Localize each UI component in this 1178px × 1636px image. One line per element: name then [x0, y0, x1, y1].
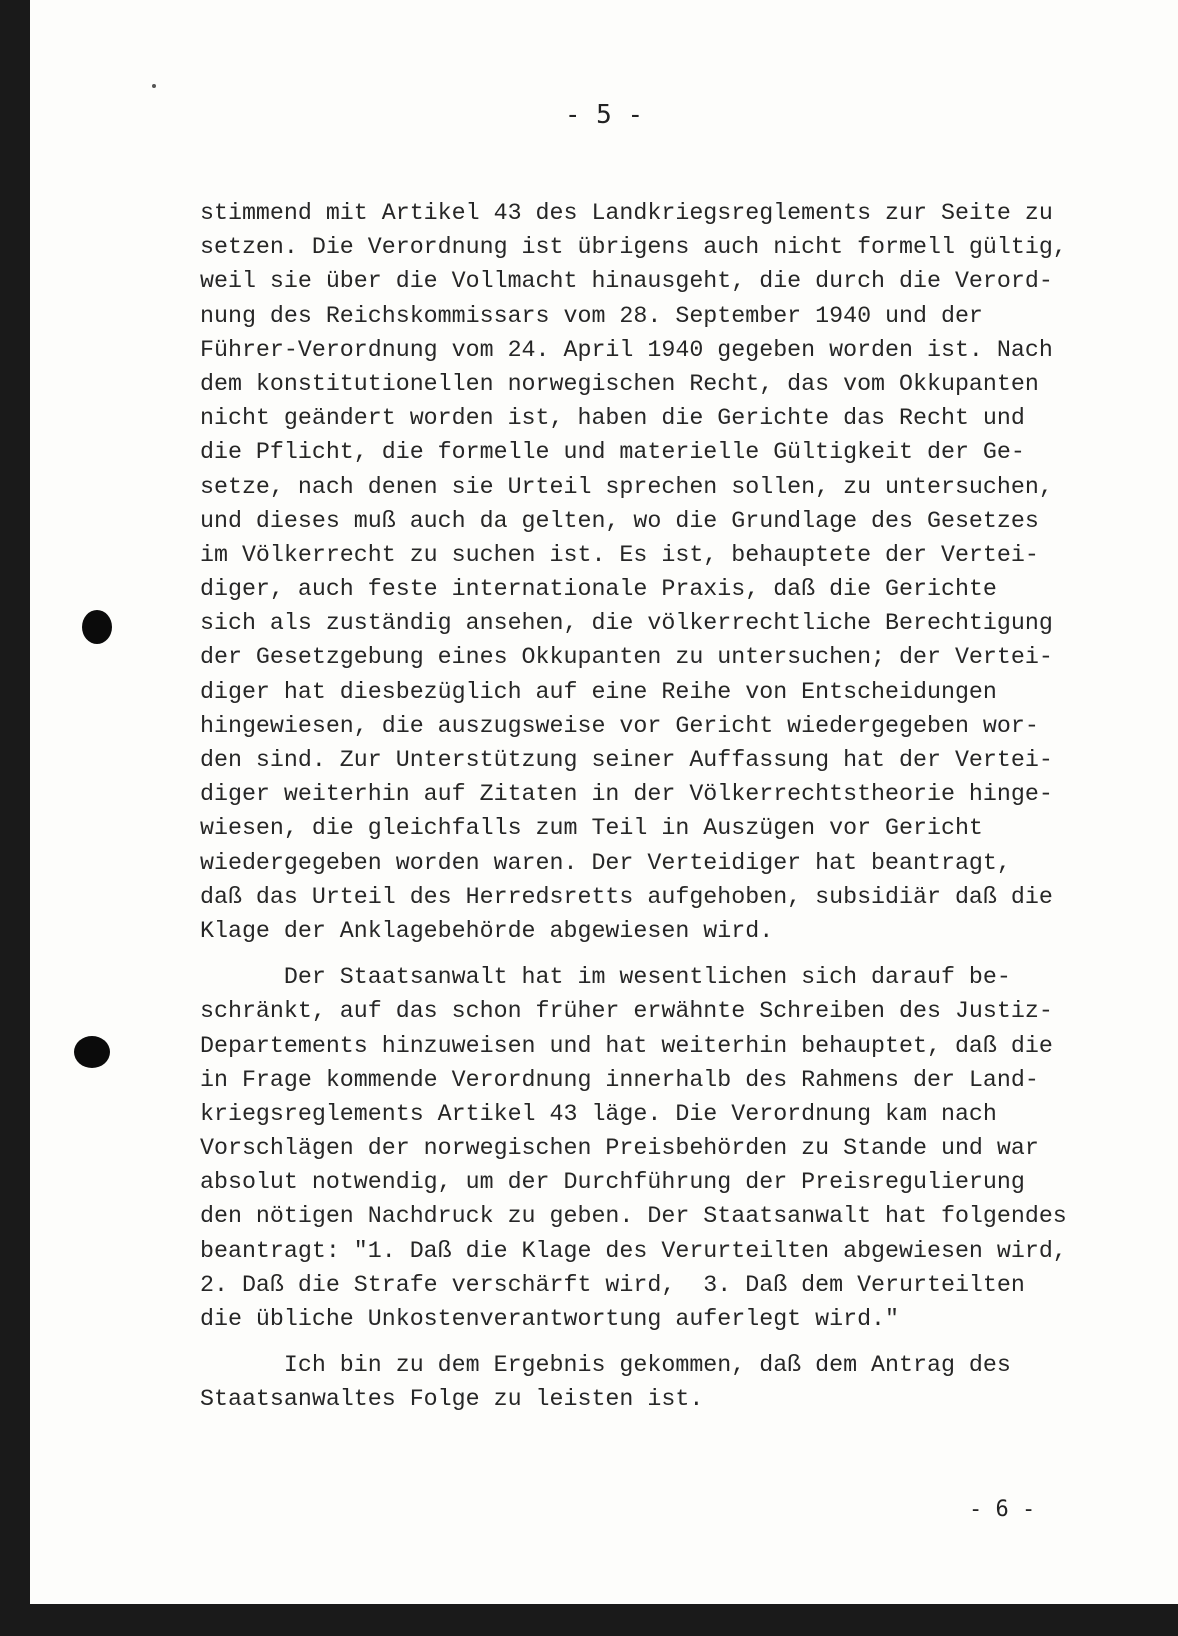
- text-line: 2. Daß die Strafe verschärft wird, 3. Daß dem Verurteilten: [200, 1271, 1025, 1298]
- text-line: setze, nach denen sie Urteil sprechen sollen, zu untersuchen,: [200, 473, 1053, 500]
- text-line: beantragt: "1. Daß die Klage des Verurteilten abgewiesen wird,: [200, 1237, 1067, 1264]
- text-line: die übliche Unkostenverantwortung auferlegt wird.": [200, 1306, 900, 1332]
- text-line: Departements hinzuweisen und hat weiterhin behauptet, daß die: [200, 1032, 1053, 1059]
- text-line: dem konstitutionellen norwegischen Recht, das vom Okkupanten: [200, 370, 1039, 397]
- text-line: wiedergegeben worden waren. Der Verteidiger hat beantragt,: [200, 849, 1011, 876]
- punch-hole-lower: [74, 1036, 110, 1068]
- text-line: setzen. Die Verordnung ist übrigens auch nicht formell gültig,: [200, 234, 1067, 261]
- text-line: Klage der Anklagebehörde abgewiesen wird.: [200, 917, 774, 944]
- text-line: stimmend mit Artikel 43 des Landkriegsreglements zur Seite zu: [200, 200, 1053, 226]
- text-line: wiesen, die gleichfalls zum Teil in Auszügen vor Gericht: [200, 815, 983, 842]
- text-line: sich als zuständig ansehen, die völkerrechtliche Berechtigung: [200, 610, 1053, 637]
- text-line: nicht geändert worden ist, haben die Gerichte das Recht und: [200, 405, 1025, 432]
- text-line: Der Staatsanwalt hat im wesentlichen sich darauf be-: [200, 964, 1011, 991]
- text-line: Führer-Verordnung vom 24. April 1940 gegeben worden ist. Nach: [200, 336, 1053, 363]
- text-line: schränkt, auf das schon früher erwähnte Schreiben des Justiz-: [200, 998, 1053, 1025]
- text-line: hingewiesen, die auszugsweise vor Gericht wiedergegeben wor-: [200, 712, 1039, 739]
- text-line: die Pflicht, die formelle und materielle Gültigkeit der Ge-: [200, 439, 1025, 466]
- punch-hole-upper: [82, 610, 112, 644]
- text-line: absolut notwendig, um der Durchführung der Preisregulierung: [200, 1169, 1025, 1196]
- text-line: nung des Reichskommissars vom 28. September 1940 und der: [200, 302, 983, 329]
- text-line: diger hat diesbezüglich auf eine Reihe von Entscheidungen: [200, 678, 997, 705]
- text-line: diger weiterhin auf Zitaten in der Völkerrechtstheorie hinge-: [200, 781, 1053, 808]
- text-line: Staatsanwaltes Folge zu leisten ist.: [200, 1386, 704, 1413]
- text-line: weil sie über die Vollmacht hinausgeht, die durch die Verord-: [200, 268, 1053, 295]
- text-line: Vorschlägen der norwegischen Preisbehörden zu Stande und war: [200, 1135, 1039, 1162]
- text-line: in Frage kommende Verordnung innerhalb des Rahmens der Land-: [200, 1066, 1039, 1093]
- body-text: [200, 196, 1080, 1417]
- text-line: und dieses muß auch da gelten, wo die Grundlage des Gesetzes: [200, 507, 1039, 534]
- text-line: der Gesetzgebung eines Okkupanten zu untersuchen; der Vertei-: [200, 644, 1053, 671]
- text-line: im Völkerrecht zu suchen ist. Es ist, behauptete der Vertei-: [200, 541, 1039, 568]
- ink-speck: [152, 84, 156, 88]
- document-page: [30, 0, 1178, 1604]
- text-line: daß das Urteil des Herredsretts aufgehoben, subsidiär daß die: [200, 883, 1053, 910]
- text-line: kriegsreglements Artikel 43 läge. Die Verordnung kam nach: [200, 1100, 997, 1127]
- text-line: diger, auch feste internationale Praxis, daß die Gerichte: [200, 576, 997, 603]
- text-line: Ich bin zu dem Ergebnis gekommen, daß dem Antrag des: [200, 1352, 1011, 1379]
- text-line: den sind. Zur Unterstützung seiner Auffassung hat der Vertei-: [200, 747, 1053, 773]
- page-number: - 5 -: [564, 100, 644, 130]
- text-line: den nötigen Nachdruck zu geben. Der Staatsanwalt hat folgendes: [200, 1203, 1067, 1230]
- next-page-marker: - 6 -: [969, 1497, 1036, 1522]
